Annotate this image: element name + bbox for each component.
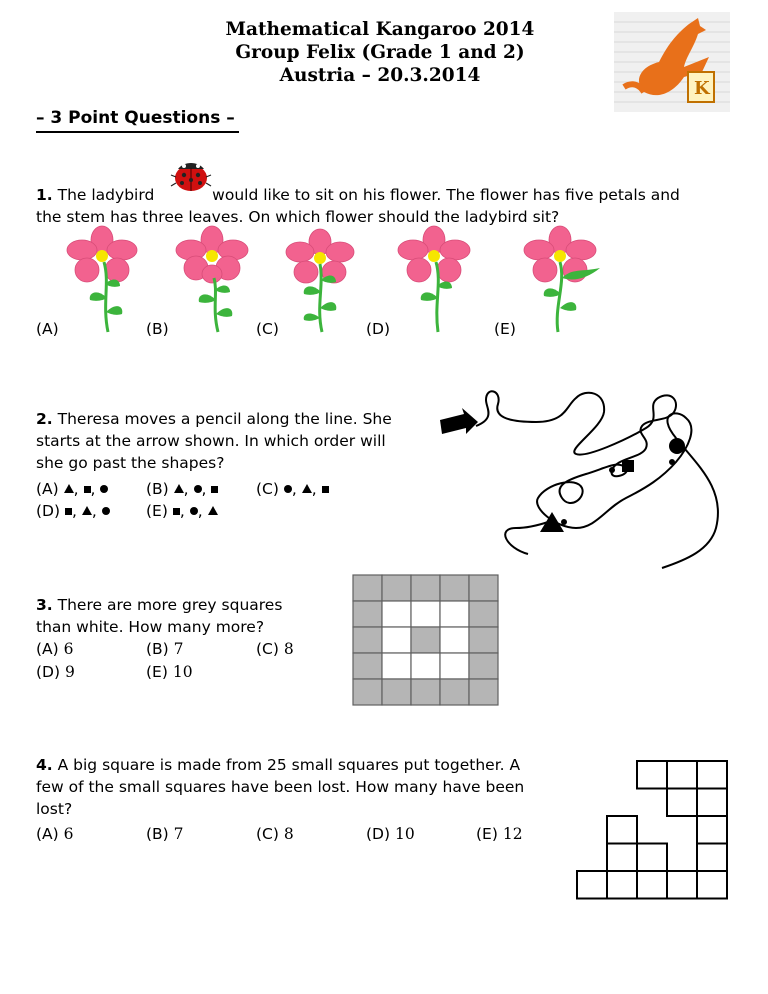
question-2-line2: starts at the arrow shown. In which order will [36,432,386,450]
grey-square [411,679,440,705]
q4-option-c-label: (C) [256,825,279,843]
small-square [697,871,727,899]
title-line-1: Mathematical Kangaroo 2014 [225,19,535,40]
grey-square [353,627,382,653]
small-square [637,761,667,789]
square-icon [322,486,329,493]
circle-icon [190,507,198,515]
square-icon [65,508,72,515]
section-heading: – 3 Point Questions – [36,107,239,133]
grey-square [469,679,498,705]
flower-c [280,228,360,336]
q3-option-e-label: (E) [146,663,168,681]
title-line-3: Austria – 20.3.2014 [279,65,481,86]
question-1-text [36,184,736,228]
q4-option-b[interactable] [146,823,184,845]
small-square [667,789,697,817]
page-title [120,18,640,87]
circle-icon [194,485,202,493]
q3-option-c[interactable] [256,638,294,660]
q4-option-e-label: (E) [476,825,498,843]
q3-option-a-value: 6 [63,640,74,658]
question-3-number: 3. [36,596,53,614]
pencil-path-diagram [436,378,736,574]
question-1-text-end: would like to sit on his flower. The flower has five petals and [212,186,680,204]
square-icon [211,486,218,493]
white-square [440,601,469,627]
q4-option-d-label: (D) [366,825,391,843]
q4-option-a[interactable] [36,823,74,845]
q2-option-c-label: (C) [256,480,279,498]
question-2-number: 2. [36,410,53,428]
small-square [607,816,637,844]
grey-square [469,627,498,653]
start-arrow-icon [440,408,478,434]
q1-option-e[interactable]: (E) [494,320,516,338]
circle-icon [100,485,108,493]
grey-square [382,575,411,601]
q1-option-d[interactable]: (D) [366,320,391,338]
circle-icon [102,507,110,515]
question-3-text [36,594,336,638]
q4-option-e[interactable] [476,823,523,845]
triangle-icon [302,484,312,493]
small-square [577,871,607,899]
ladybird-icon [170,157,212,193]
q4-option-c[interactable] [256,823,294,845]
q2-option-a[interactable]: (A) , , [36,478,108,500]
q1-option-c[interactable]: (C) [256,320,279,338]
question-4-line1: A big square is made from 25 small squares put together. A [57,756,521,774]
q4-option-a-label: (A) [36,825,59,843]
q2-option-d-label: (D) [36,502,61,520]
flower-e [518,228,602,336]
small-square [697,761,727,789]
q4-option-b-label: (B) [146,825,169,843]
q2-option-e[interactable]: (E) , , [146,500,218,522]
q2-option-b-label: (B) [146,480,169,498]
square-shape [622,460,634,472]
q3-option-b-label: (B) [146,640,169,658]
question-1-text-line2: the stem has three leaves. On which flower should the ladybird sit? [36,208,560,226]
grey-square [469,653,498,679]
q4-option-a-value: 6 [63,825,74,843]
triangle-icon [174,484,184,493]
svg-text:K: K [694,78,710,99]
white-square [440,627,469,653]
q3-option-b-value: 7 [173,640,184,658]
small-square [607,871,637,899]
grey-square [440,575,469,601]
question-1-number: 1. [36,186,53,204]
grey-white-grid [352,574,500,706]
q1-option-a[interactable]: (A) [36,320,59,338]
q3-option-e[interactable] [146,661,193,683]
circle-icon [284,485,292,493]
question-1-text-start: The ladybird [57,186,155,204]
question-4-text [36,754,576,820]
grey-square [382,679,411,705]
triangle-icon [208,506,218,515]
grey-square [411,627,440,653]
q4-option-d-value: 10 [394,825,415,843]
white-square [440,653,469,679]
grey-square [353,679,382,705]
grey-square [411,575,440,601]
q3-option-b[interactable] [146,638,184,660]
question-4-line3: lost? [36,800,73,818]
white-square [382,653,411,679]
grey-square [440,679,469,705]
white-square [411,601,440,627]
staircase-squares-figure [576,760,728,900]
small-square [697,789,727,817]
question-3-line1: There are more grey squares [57,596,283,614]
q3-option-d-value: 9 [64,663,75,681]
square-icon [173,508,180,515]
q2-option-a-label: (A) [36,480,59,498]
white-square [411,653,440,679]
q3-option-c-label: (C) [256,640,279,658]
question-4-line2: few of the small squares have been lost. How many have been [36,778,525,796]
white-square [382,601,411,627]
small-square [637,844,667,872]
small-square [637,871,667,899]
small-square [697,816,727,844]
grey-square [353,601,382,627]
question-3-line2: than white. How many more? [36,618,265,636]
q2-option-b[interactable]: (B) , , [146,478,218,500]
small-square [667,761,697,789]
grey-square [469,601,498,627]
q4-option-c-value: 8 [283,825,294,843]
q4-option-d[interactable] [366,823,415,845]
flower-b [172,228,252,336]
small-square [607,844,637,872]
q2-option-d[interactable]: (D) , , [36,500,110,522]
grey-square [469,575,498,601]
q4-option-e-value: 12 [502,825,523,843]
question-2-line1: Theresa moves a pencil along the line. She [57,410,392,428]
q3-option-d-label: (D) [36,663,61,681]
q3-option-a-label: (A) [36,640,59,658]
square-icon [84,486,91,493]
circle-shape [669,438,685,454]
white-square [382,627,411,653]
q4-option-b-value: 7 [173,825,184,843]
question-2-line3: she go past the shapes? [36,454,225,472]
triangle-icon [64,484,74,493]
kangaroo-logo-icon [614,12,730,112]
grey-square [353,653,382,679]
flower-d [394,228,474,336]
question-4-number: 4. [36,756,53,774]
question-2-text [36,408,436,474]
triangle-icon [82,506,92,515]
small-square [697,844,727,872]
grey-square [353,575,382,601]
q3-option-c-value: 8 [283,640,294,658]
q1-option-b[interactable]: (B) [146,320,169,338]
q2-option-c[interactable]: (C) , , [256,478,329,500]
title-line-2: Group Felix (Grade 1 and 2) [235,42,525,63]
small-square [667,871,697,899]
q3-option-a[interactable] [36,638,74,660]
q2-option-e-label: (E) [146,502,168,520]
q3-option-d[interactable] [36,661,75,683]
flower-a [62,228,142,336]
q3-option-e-value: 10 [172,663,193,681]
triangle-shape [540,512,564,532]
